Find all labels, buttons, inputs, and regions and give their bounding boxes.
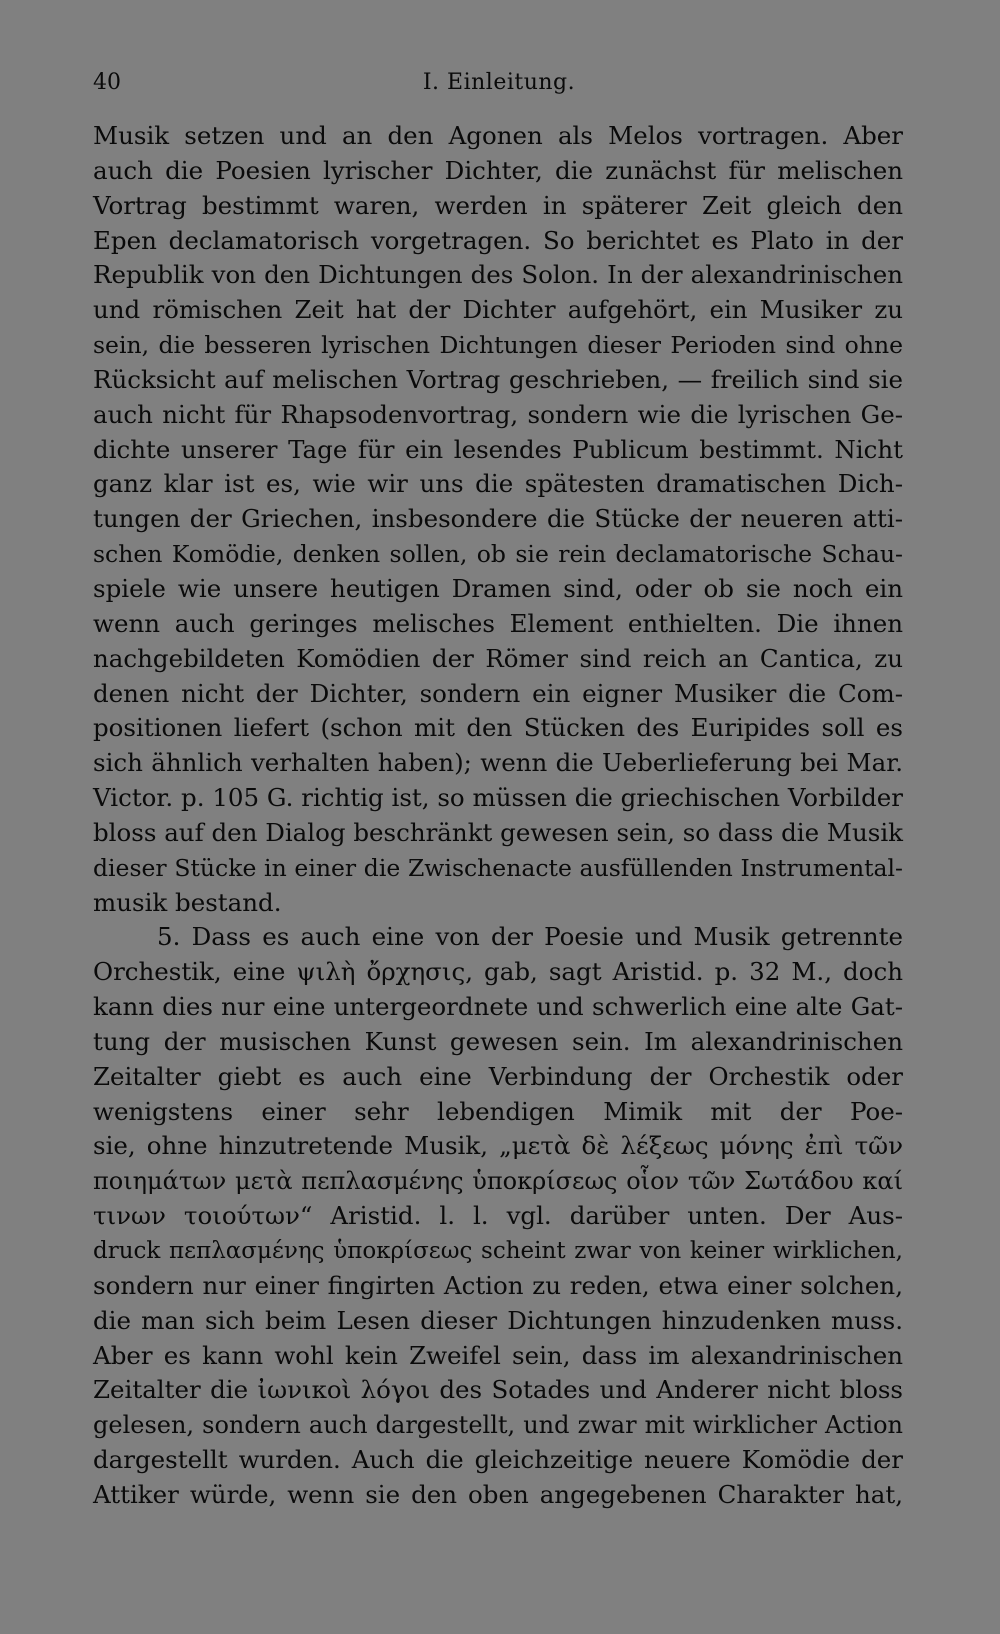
text-line: Vortrag bestimmt waren, werden in späterer Zeit gleich den xyxy=(93,190,903,220)
text-line: denen nicht der Dichter, sondern ein eigner Musiker die Com- xyxy=(93,678,903,708)
page-header xyxy=(93,70,905,100)
text-line: tungen der Griechen, insbesondere die Stücke der neueren atti- xyxy=(93,504,903,534)
text-line: wenigstens einer sehr lebendigen Mimik mit der Poe- xyxy=(93,1096,903,1126)
running-head: I. Einleitung. xyxy=(422,70,576,95)
body-text xyxy=(93,119,903,1513)
text-line: Republik von den Dichtungen des Solon. In der alexandrinischen xyxy=(93,260,903,290)
text-line: gelesen, sondern auch dargestellt, und zwar mit wirklicher Action xyxy=(93,1411,903,1440)
text-line: wenn auch geringes melisches Element enthielten. Die ihnen xyxy=(93,608,903,638)
text-line: Orchestik, eine ψιλὴ ὄρχησις, gab, sagt Aristid. p. 32 M., doch xyxy=(93,957,903,987)
text-line: druck πεπλασμένης ὑποκρίσεως scheint zwar von keiner wirklichen, xyxy=(93,1238,903,1264)
text-line: Zeitalter giebt es auch eine Verbindung der Orchestik oder xyxy=(93,1061,903,1091)
text-line: ποιημάτων μετὰ πεπλασμένης ὑποκρίσεως οἷον τῶν Σωτάδου καί xyxy=(93,1167,903,1196)
text-line: bloss auf den Dialog beschränkt gewesen sein, so dass die Musik xyxy=(93,817,903,847)
text-line: spiele wie unsere heutigen Dramen sind, oder ob sie noch ein xyxy=(93,573,903,603)
text-line: Musik setzen und an den Agonen als Melos vortragen. Aber xyxy=(93,121,903,150)
text-line: kann dies nur eine untergeordnete und schwerlich eine alte Gat- xyxy=(93,992,903,1022)
text-line: Victor. p. 105 G. richtig ist, so müssen die griechischen Vorbilder xyxy=(93,783,903,813)
text-line: τινων τοιούτων“ Aristid. l. l. vgl. darüber unten. Der Aus- xyxy=(93,1201,903,1231)
text-line: Epen declamatorisch vorgetragen. So berichtet es Plato in der xyxy=(93,225,903,255)
text-line: die man sich beim Lesen dieser Dichtungen hinzudenken muss. xyxy=(93,1305,903,1335)
page-number: 40 xyxy=(93,70,121,95)
text-line: auch die Poesien lyrischer Dichter, die zunächst für melischen xyxy=(93,155,903,185)
text-line: nachgebildeten Komödien der Römer sind reich an Cantica, zu xyxy=(93,643,903,673)
text-line: sie, ohne hinzutretende Musik, „μετὰ δὲ λέξεως μόνης ἐπὶ τῶν xyxy=(93,1131,903,1161)
text-line: sich ähnlich verhalten haben); wenn die Ueberlieferung bei Mar. xyxy=(93,748,903,778)
text-line: schen Komödie, denken sollen, ob sie rein declamatorische Schau- xyxy=(93,540,903,569)
text-line: auch nicht für Rhapsodenvortrag, sondern wie die lyrischen Ge- xyxy=(93,399,903,429)
text-line: sein, die besseren lyrischen Dichtungen dieser Perioden sind ohne xyxy=(93,331,903,360)
text-line: dargestellt wurden. Auch die gleichzeitige neuere Komödie der xyxy=(93,1445,903,1475)
text-line: Zeitalter die ἰωνικοὶ λόγοι des Sotades und Anderer nicht bloss xyxy=(93,1375,903,1405)
text-line: Aber es kann wohl kein Zweifel sein, dass im alexandrinischen xyxy=(93,1340,903,1370)
paragraph-last-line: musik bestand. xyxy=(93,887,282,917)
text-line: tung der musischen Kunst gewesen sein. Im alexandrinischen xyxy=(93,1026,903,1056)
text-line: dichte unserer Tage für ein lesendes Publicum bestimmt. Nicht xyxy=(93,434,903,464)
text-line: ganz klar ist es, wie wir uns die spätesten dramatischen Dich- xyxy=(93,469,903,499)
text-line: sondern nur einer fingirten Action zu reden, etwa einer solchen, xyxy=(93,1270,903,1300)
text-line: 5. Dass es auch eine von der Poesie und Musik getrennte xyxy=(157,922,903,952)
text-line: Rücksicht auf melischen Vortrag geschrieben, — freilich sind sie xyxy=(93,364,903,394)
text-line: und römischen Zeit hat der Dichter aufgehört, ein Musiker zu xyxy=(93,295,903,325)
text-line: Attiker würde, wenn sie den oben angegebenen Charakter hat, xyxy=(93,1479,903,1509)
text-line: dieser Stücke in einer die Zwischenacte ausfüllenden Instrumental- xyxy=(93,853,903,882)
text-line: positionen liefert (schon mit den Stücken des Euripides soll es xyxy=(93,713,903,743)
